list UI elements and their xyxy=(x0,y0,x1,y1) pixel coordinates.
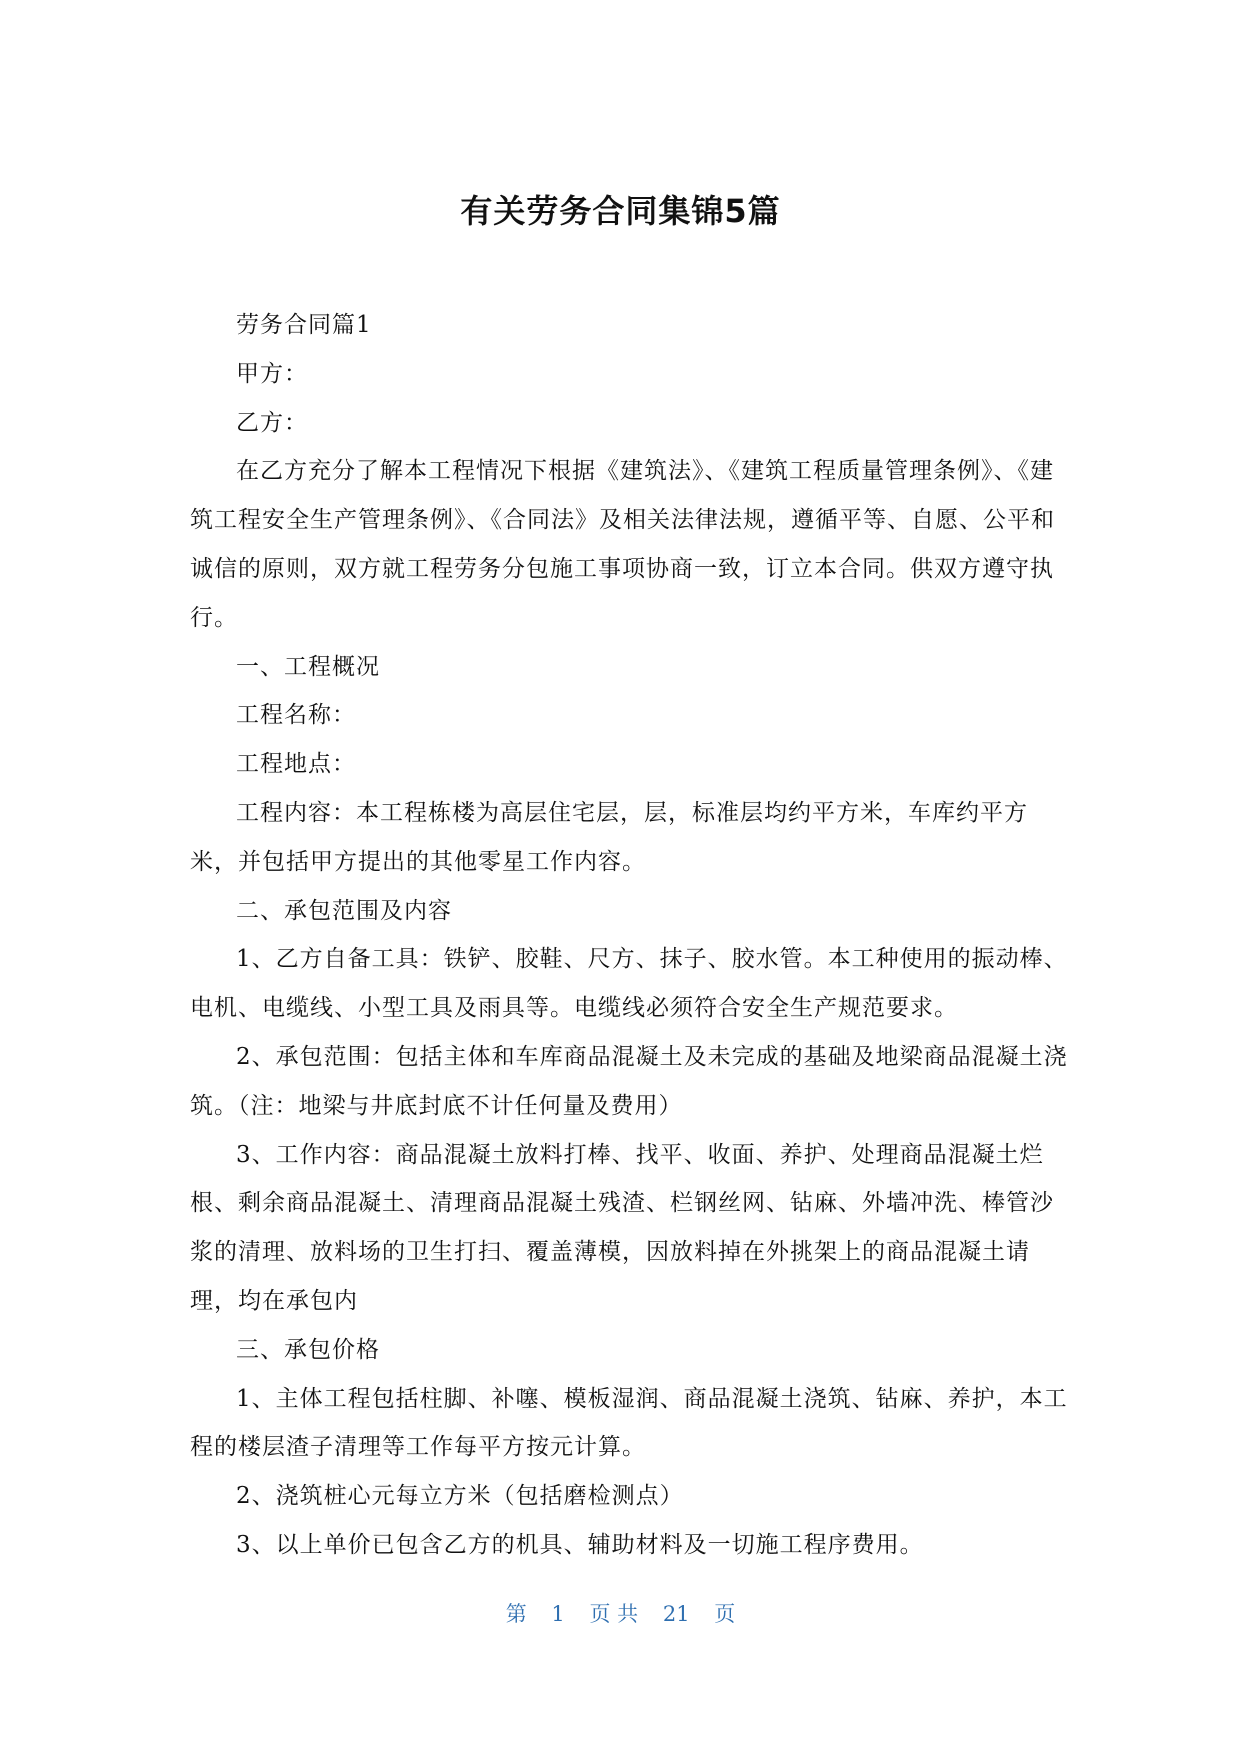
page-label-suffix: 页 xyxy=(714,1602,736,1626)
paragraph: 2、承包范围：包括主体和车库商品混凝土及未完成的基础及地梁商品混凝土浇筑。（注：地梁与井底封底不计任何量及费用） xyxy=(190,1043,1068,1119)
page-footer xyxy=(0,1598,1241,1628)
paragraph: 1、乙方自备工具：铁铲、胶鞋、尺方、抹子、胶水管。本工种使用的振动棒、电机、电缆线、小型工具及雨具等。电缆线必须符合安全生产规范要求。 xyxy=(190,946,1068,1022)
paragraph: 甲方： xyxy=(236,360,308,387)
section-heading: 一、工程概况 xyxy=(236,653,380,680)
document-title: 有关劳务合同集锦5篇 xyxy=(460,192,781,230)
paragraph: 1、主体工程包括柱脚、补噻、模板湿润、商品混凝土浇筑、钻麻、养护，本工程的楼层渣子清理等工作每平方按元计算。 xyxy=(190,1385,1068,1461)
paragraph: 3、以上单价已包含乙方的机具、辅助材料及一切施工程序费用。 xyxy=(236,1531,924,1558)
current-page-number: 1 xyxy=(551,1602,565,1626)
paragraph: 3、工作内容：商品混凝土放料打棒、找平、收面、养护、处理商品混凝土烂根、剩余商品混凝土、清理商品混凝土残渣、栏钢丝网、钻麻、外墙冲洗、棒管沙浆的清理、放料场的卫生打扫、覆盖薄模，因放料掉在外挑架上的商品混凝土请理，均在承包内 xyxy=(190,1141,1054,1314)
paragraph: 乙方： xyxy=(236,409,308,436)
paragraph: 工程地点： xyxy=(236,751,356,778)
page-label-mid: 页 共 xyxy=(589,1602,639,1626)
section-heading: 二、承包范围及内容 xyxy=(236,897,452,924)
page-label-prefix: 第 xyxy=(505,1602,527,1626)
paragraph: 2、浇筑桩心元每立方米（包括磨检测点） xyxy=(236,1483,684,1510)
paragraph: 在乙方充分了解本工程情况下根据《建筑法》、《建筑工程质量管理条例》、《建筑工程安全生产管理条例》、《合同法》及相关法律法规，遵循平等、自愿、公平和诚信的原则，双方就工程劳务分包施工事项协商一致，订立本合同。供双方遵守执行。 xyxy=(190,458,1055,631)
paragraph: 工程名称： xyxy=(236,702,356,729)
paragraph: 劳务合同篇1 xyxy=(236,312,372,338)
section-heading: 三、承包价格 xyxy=(236,1336,380,1363)
total-pages-number: 21 xyxy=(662,1602,690,1626)
paragraph: 工程内容：本工程栋楼为高层住宅层，层，标准层均约平方米，车库约平方米，并包括甲方提出的其他零星工作内容。 xyxy=(190,799,1028,875)
document-body xyxy=(190,301,1070,1570)
